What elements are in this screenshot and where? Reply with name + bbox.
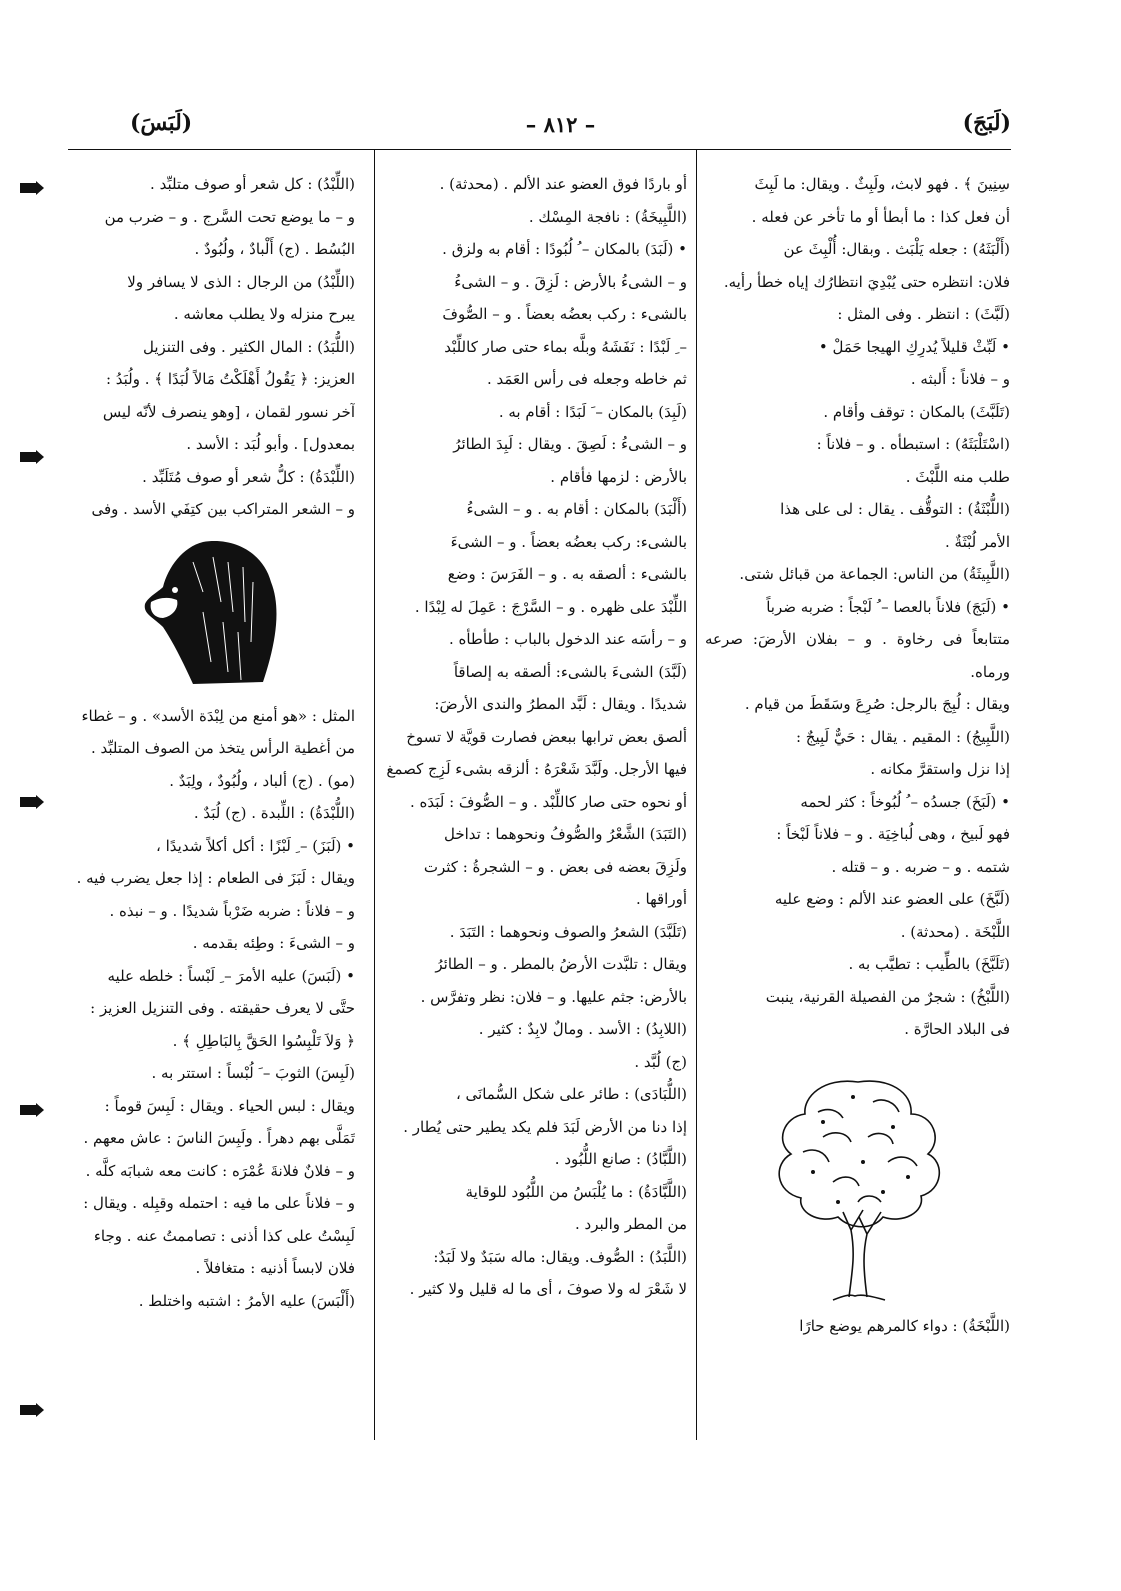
dictionary-line: ثم خاطه وجعله فى رأس العَمَد . bbox=[486, 370, 687, 388]
dictionary-line: فلان لابساً أذنيه : متغافلاً . bbox=[195, 1259, 355, 1277]
dictionary-line: لَبِسْتُ على كذا أذنى : تصاممتُ عنه . وجاء bbox=[93, 1226, 355, 1245]
dictionary-line: (اللَّبِيخَةُ) : نافجة المِسْك . bbox=[528, 207, 687, 226]
dictionary-line: من المطر والبرد . bbox=[575, 1215, 687, 1233]
dictionary-line: (اللَّبْخَةُ) : دواء كالمرهم يوضع حارًا bbox=[799, 1316, 1010, 1335]
dictionary-line: (اللَّبَّادُ) : صانع اللُّبُود . bbox=[554, 1150, 687, 1168]
dictionary-line: (لَبِدَ) بالمكان – َ لَبَدًا : أقام به . bbox=[498, 402, 687, 421]
dictionary-line: و – الشىءُ : لَصِقَ . ويقال : لَبِدَ الطائرُ bbox=[453, 435, 687, 453]
dictionary-line: متتابعاً فى رخاوة . و – بفلان الأرضَ: صرعه ورماه. bbox=[705, 630, 1010, 681]
dictionary-line: (تَلَبَّثَ) بالمكان : توقف وأقام . bbox=[823, 402, 1010, 421]
dictionary-line: أن فعل كذا : ما أبطأ أو ما تأخر عن فعله . bbox=[751, 207, 1010, 226]
dictionary-line: من أغطية الرأس يتخذ من الصوف المتلبِّد . bbox=[90, 739, 355, 757]
dictionary-line: (مو) . (ج) ألباد ، ولُبُودٌ ، ولِبَدٌ . bbox=[169, 771, 355, 790]
dictionary-line: (أَلْبَسَ) عليه الأمرُ : اشتبه واختلط . bbox=[138, 1291, 355, 1310]
dictionary-line: و – رأسَه عند الدخول بالباب : طأطأه . bbox=[448, 630, 687, 648]
dictionary-line: (اللَّبِيثَةُ) من الناس: الجماعة من قبائل شتى. bbox=[739, 565, 1010, 583]
dictionary-line: بالشىء: ركب بعضُه بعضاً . و – الشىءَ bbox=[450, 532, 687, 551]
entries-left bbox=[70, 168, 355, 526]
dictionary-line: (لَبَّدَ) الشىءَ بالشىء: ألصقه به إلصاقاً bbox=[453, 662, 687, 681]
dictionary-line: (لَبَّثَ) : انتظر . وفى المثل : bbox=[837, 305, 1010, 323]
dictionary-line: • (لَبَخَ) جسدُه – ُ لُبُوخاً : كثر لحمه bbox=[800, 792, 1010, 811]
dictionary-line: ألصق بعض ترابها ببعض فصارت قويَّة لا تسوخ bbox=[406, 727, 687, 746]
dictionary-line: (اللُّبْدَةُ) : اللِّبدة . (ج) لُبَدٌ . bbox=[193, 804, 355, 822]
dictionary-line: أو باردًا فوق العضو عند الألم . (محدثة) . bbox=[439, 175, 687, 193]
dictionary-line: آخر نسور لقمان ، [وهو ينصرف لأنّه ليس bbox=[102, 402, 355, 421]
dictionary-line: حتَّى لا يعرف حقيقته . وفى التنزيل العزيز : bbox=[90, 999, 355, 1017]
lion-illustration bbox=[70, 526, 355, 700]
entries-right bbox=[705, 168, 1010, 1046]
dictionary-line: (اللُّبَادَى) : طائر على شكل السُّمانَى ، bbox=[455, 1085, 687, 1103]
margin-arrow-icon bbox=[20, 183, 44, 193]
dictionary-line: بالشىء : ألصقه به . و – الفَرَسَ : وضع bbox=[447, 565, 687, 583]
dictionary-line: ﴿ وَلاَ تَلْبِسُوا الحَقَّ بِالبَاطِلِ ﴾ . bbox=[172, 1031, 355, 1050]
dictionary-line: (اللَّبَّادَةُ) : ما يُلْبَسُ من اللُّبُود للوقاية bbox=[465, 1182, 687, 1201]
dictionary-line: فيها الأرجل. ولَبَّدَ شَعْرَهُ : ألزقه بشىء لَزِج كصمغ bbox=[386, 760, 687, 778]
entries-middle bbox=[375, 168, 687, 1306]
margin-arrow-icon bbox=[20, 452, 44, 462]
dictionary-line: تَمَلَّى بهم دهراً . ولَبِسَ الناسَ : عاش معهم . bbox=[83, 1129, 355, 1147]
dictionary-line: طلب منه اللَّبْثَ . bbox=[905, 467, 1010, 486]
dictionary-line: ويقال : لُبِجَ بالرجل: صُرِعَ وسَقَطَ من قيام . bbox=[744, 695, 1010, 713]
dictionary-line: (اللابِدُ) : الأسد . ومالٌ لابِدٌ : كثير . bbox=[478, 1020, 687, 1038]
dictionary-line: بالشىء : ركب بعضُه بعضاً . و – الصُّوفَ bbox=[442, 305, 687, 323]
dictionary-line: • (لَبَدَ) بالمكان – ُ لُبُودًا : أقام به ولزق . bbox=[442, 240, 687, 258]
dictionary-line: (لَبِسَ) الثوبَ – َ لُبْساً : استتر به . bbox=[151, 1064, 355, 1082]
dictionary-line: أوراقها . bbox=[635, 890, 687, 908]
dictionary-line: (اسْتَلْبَثَهُ) : استبطأه . و – فلاناً : bbox=[816, 435, 1010, 453]
dictionary-line: (اللَّبْخُ) : شجرٌ من الفصيلة القرنية، ينبت bbox=[765, 987, 1010, 1006]
page-number: – ٨١٢ – bbox=[525, 112, 596, 137]
dictionary-line: لا شَعْرَ له ولا صوفَ ، أى ما له قليل ولا كثير . bbox=[409, 1280, 687, 1298]
dictionary-line: • (لَبَجَ) فلاناً بالعصا – ُ لَبْجاً : ضربه ضرباً bbox=[766, 597, 1010, 616]
dictionary-line: – ِ لَبْدًا : نَفَشَهُ وبلَّه بماء حتى صار كاللِّبْد bbox=[444, 337, 687, 356]
dictionary-line: اللِّبْدَ على ظهره . و – السَّرْجَ : عَمِلَ له لِبْدًا . bbox=[414, 597, 687, 616]
tree-illustration bbox=[705, 1046, 1010, 1310]
dictionary-line: الأمر لُبْثَةٌ . bbox=[944, 532, 1010, 551]
dictionary-line: (لَبَّخَ) على العضو عند الألم : وضع عليه bbox=[774, 890, 1010, 908]
dictionary-line: و – الشىءُ بالأرض : لَزِقَ . و – الشىءُ bbox=[454, 272, 687, 291]
dictionary-line: ويقال : لبس الحياء . ويقال : لَبِسَ قوماً : bbox=[104, 1096, 355, 1115]
margin-arrow-icon bbox=[20, 1405, 44, 1415]
dictionary-line: اللَّبْخَة . (محدثة) . bbox=[900, 922, 1010, 941]
column-right bbox=[705, 168, 1010, 1458]
header-root-word-left: (لَبَسَ) bbox=[130, 110, 193, 136]
dictionary-line: بالأرض : لزمها فأقام . bbox=[550, 467, 687, 486]
dictionary-line: • (لَبَزَ) – ِ لَبْزًا : أكل أكلاً شديدًا ، bbox=[156, 836, 355, 855]
dictionary-line: (اللُّبَدُ) : المال الكثير . وفى التنزيل bbox=[143, 337, 355, 356]
dictionary-line: و – فلاناً : ضربه ضَرْباً شديدًا . و – نبذه . bbox=[109, 901, 355, 920]
dictionary-line: بالأرض: جثم عليها. و – فلان: نظر وتفرَّس . bbox=[420, 987, 687, 1006]
column-left bbox=[70, 168, 355, 1458]
dictionary-line: (اللَّبِيجُ) : المقيم . يقال : حَيٌّ لَبِيجٌ : bbox=[795, 727, 1010, 746]
dictionary-line: ولَزِقَ بعضه فى بعض . و – الشجرةُ : كثرت bbox=[423, 857, 687, 876]
dictionary-line: (ج) لُبَّد . bbox=[634, 1052, 687, 1071]
column-divider-right bbox=[696, 150, 697, 1440]
dictionary-line: (تَلَبَّدَ) الشعرُ والصوف ونحوهما : التَبَدَ . bbox=[449, 922, 687, 941]
dictionary-line: يبرح منزله ولا يطلب معاشه . bbox=[173, 305, 355, 323]
dictionary-line: البُسُط . (ج) أَلْبادٌ ، ولُبُودٌ . bbox=[194, 240, 355, 258]
header-root-word-right: (لَبَجَ) bbox=[962, 110, 1011, 136]
dictionary-line: (اللِّبْدُ) : كل شعر أو صوف متلبِّد . bbox=[150, 175, 355, 193]
column-middle bbox=[375, 168, 687, 1458]
dictionary-line: فى البلاد الحارَّة . bbox=[904, 1020, 1010, 1038]
dictionary-line: فلان: انتظره حتى يُبْدِيَ انتظارُك إياه خطأ رأيه. bbox=[723, 272, 1010, 291]
dictionary-line: سِنِينَ ﴾ . فهو لابث، ولَبِثٌ . ويقال: ما لَبِثَ bbox=[754, 175, 1010, 193]
dictionary-line: و – الشعر المتراكب بين كتِفَي الأسد . وفى bbox=[91, 500, 355, 518]
dictionary-line: شتمه . و – ضربه . و – قتله . bbox=[831, 857, 1010, 876]
margin-arrow-icon bbox=[20, 1105, 44, 1115]
dictionary-line: إذا نزل واستقرَّ مكانه . bbox=[870, 760, 1010, 778]
dictionary-line: (التَبَدَ) الشَّعْرُ والصُّوفُ ونحوهما : تداخل bbox=[443, 825, 687, 843]
dictionary-line: ويقال : لَبَزَ فى الطعام : إذا جعل يضرب فيه . bbox=[76, 869, 355, 887]
dictionary-line: و – الشىءَ : وطِئه بقدمه . bbox=[192, 934, 355, 952]
dictionary-line: ويقال : تلبَّدت الأرضُ بالمطر . و – الطائرُ bbox=[435, 955, 687, 973]
header-rule bbox=[68, 149, 1011, 150]
dictionary-line: (اللِّبْدُ) من الرجال : الذى لا يسافر ولا bbox=[127, 272, 355, 291]
dictionary-line: و – ما يوضع تحت السَّرج . و – ضرب من bbox=[104, 207, 355, 226]
dictionary-line: (اللِّبْدَةُ) : كلُّ شعر أو صوف مُتَلَبِّد . bbox=[142, 467, 355, 486]
dictionary-line: أو نحوه حتى صار كاللِّبْد . و – الصُّوفَ : لَبَدَه . bbox=[409, 792, 687, 811]
dictionary-line: و – فلانٌ فلانةَ عُمْرَه : كانت معه شبابَه كلَّه . bbox=[85, 1161, 355, 1180]
lion-illustration-icon bbox=[133, 532, 293, 692]
dictionary-line: شديدًا . ويقال : لَبَّد المطرُ والندى الأرضَ: bbox=[434, 695, 687, 713]
dictionary-line: • لَبِّثْ قليلاً يُدرِكِ الهيجا حَمَلْ • bbox=[818, 337, 1010, 356]
dictionary-line: (أَلْبَثَهُ) : جعله يَلْبَث . وبقال: أُلْبِثَ عن bbox=[783, 240, 1010, 258]
dictionary-line: (أَلْبَدَ) بالمكان : أقام به . و – الشىءُ bbox=[466, 500, 687, 518]
tree-illustration-icon bbox=[763, 1052, 953, 1302]
dictionary-line: (اللَّبَدُ) : الصُّوف. ويقال: ماله سَبَدٌ ولا لَبَدٌ: bbox=[433, 1247, 687, 1266]
margin-arrow-icon bbox=[20, 797, 44, 807]
dictionary-line: • (لَبَسَ) عليه الأمرَ – ِ لَبْساً : خلطه عليه bbox=[107, 966, 355, 985]
dictionary-line: فهو لَبيخ ، وهى لُباخِيَة . و – فلاناً لَبْخاً : bbox=[776, 825, 1010, 843]
entries-right-after-figure bbox=[705, 1310, 1010, 1343]
dictionary-line: (اللُّبْثَةُ) : التوقُّف . يقال : لى على هذا bbox=[780, 500, 1010, 518]
dictionary-line: (تَلَبَّخَ) بالطِّيب : تطيَّب به . bbox=[848, 955, 1010, 973]
dictionary-line: العزيز: ﴿ يَقُولُ أَهْلَكْتُ مَالاً لُبَدًا ﴾ . ولُبَدُ : bbox=[105, 370, 355, 388]
dictionary-line: المثل : «هو أمنع من لِبْدَة الأسد» . و – غطاء bbox=[81, 706, 355, 725]
entries-left-after-figure bbox=[70, 700, 355, 1318]
dictionary-line: بمعدول] . وأبو لُبَد : الأسد . bbox=[186, 435, 355, 453]
dictionary-line: إذا دنا من الأرض لَبَدَ فلم يكد يطير حتى يُطار . bbox=[403, 1117, 687, 1136]
dictionary-line: و – فلاناً على ما فيه : احتمله وقبِله . ويقال : bbox=[83, 1194, 355, 1212]
dictionary-line: و – فلاناً : أَلبثه . bbox=[910, 370, 1010, 388]
